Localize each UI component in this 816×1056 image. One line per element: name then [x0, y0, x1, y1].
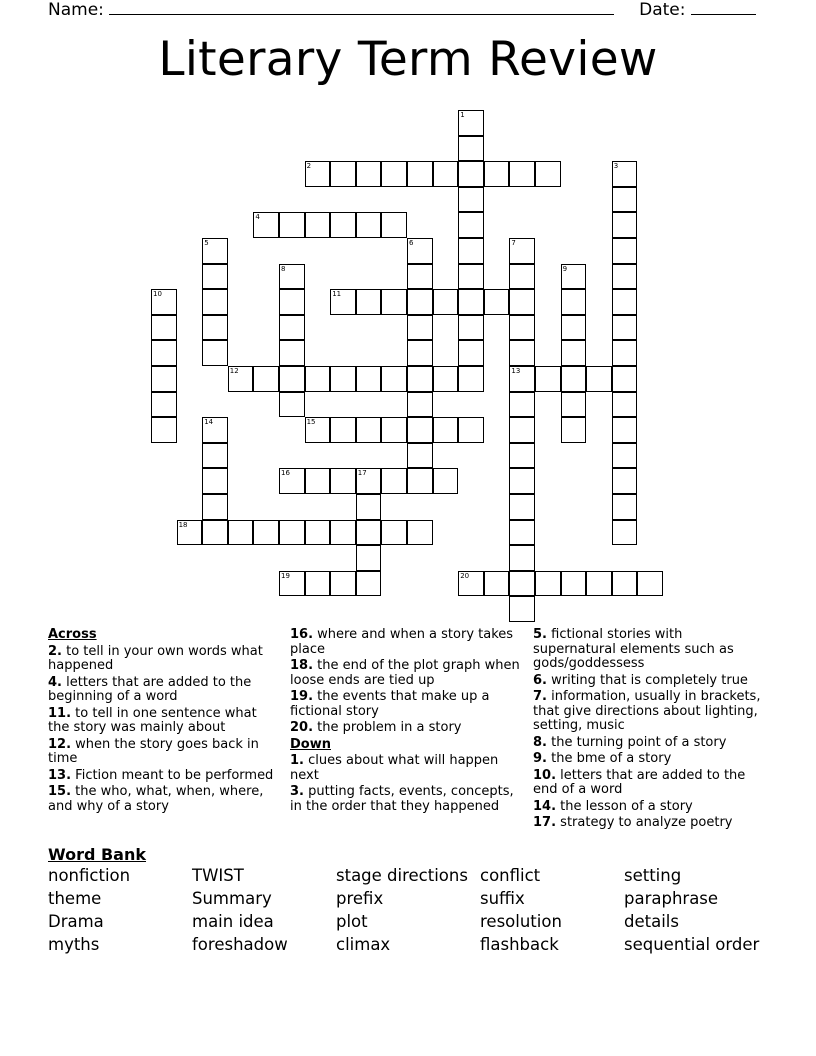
clue-number: 1 [460, 111, 465, 119]
grid-cell[interactable] [458, 212, 484, 238]
word-bank-item: main idea [192, 912, 274, 931]
word-bank-item: climax [336, 935, 391, 954]
page-title: Literary Term Review [158, 32, 658, 87]
grid-cell[interactable] [202, 520, 228, 546]
down-heading: Down [290, 736, 331, 752]
grid-cell[interactable] [305, 520, 331, 546]
clue-down-6: 6. writing that is completely true [533, 672, 748, 688]
grid-cell[interactable] [356, 289, 382, 315]
word-bank-item: setting [624, 866, 682, 885]
grid-cell[interactable] [279, 212, 305, 238]
grid-cell[interactable] [458, 238, 484, 264]
grid-cell[interactable] [151, 392, 177, 418]
grid-cell[interactable] [279, 520, 305, 546]
grid-cell[interactable] [458, 315, 484, 341]
clue-across-13: 13. Fiction meant to be performed [48, 767, 274, 783]
grid-cell[interactable] [561, 366, 587, 392]
grid-cell[interactable] [407, 366, 433, 392]
grid-cell[interactable] [509, 161, 535, 187]
across-heading: Across [48, 627, 97, 642]
grid-cell[interactable] [407, 443, 433, 469]
clue-across-20: 20. the problem in a story [290, 720, 462, 735]
grid-cell[interactable] [151, 289, 177, 315]
grid-cell[interactable] [381, 212, 407, 238]
grid-cell[interactable] [407, 417, 433, 443]
word-bank-item: paraphrase [624, 889, 719, 908]
clue-number: 18 [178, 520, 188, 529]
grid-cell[interactable] [330, 289, 356, 315]
grid-cell[interactable] [561, 289, 587, 315]
grid-cell[interactable] [253, 212, 279, 238]
grid-cell[interactable] [612, 571, 638, 597]
grid-cell[interactable] [253, 520, 279, 546]
grid-cell[interactable] [305, 571, 331, 597]
grid-cell[interactable] [305, 212, 331, 238]
clue-down-5: 5. fictional stories with supernatural elements such as gods/goddessess [533, 627, 734, 671]
clue-number: 4 [255, 213, 260, 222]
clue-number: 19 [281, 571, 290, 580]
grid-cell[interactable] [202, 340, 228, 366]
grid-cell[interactable] [509, 596, 535, 622]
clue-down-1: 1. clues about what will happen next [290, 753, 499, 783]
grid-cell[interactable] [433, 417, 459, 443]
grid-cell[interactable] [433, 289, 459, 315]
grid-cell[interactable] [202, 315, 228, 341]
grid-cell[interactable] [509, 340, 535, 366]
grid-cell[interactable] [561, 392, 587, 418]
clue-number: 20 [460, 571, 470, 580]
word-bank-item: details [624, 912, 679, 931]
clue-down-7: 7. information, usually in brackets, that give directions about lighting, setting, music [533, 689, 761, 733]
grid-cell[interactable] [356, 366, 382, 392]
grid-cell[interactable] [561, 315, 587, 341]
grid-cell[interactable] [433, 161, 459, 187]
clue-number: 10 [153, 290, 162, 299]
grid-cell[interactable] [305, 161, 331, 187]
clue-number: 11 [332, 290, 342, 299]
grid-cell[interactable] [612, 315, 638, 341]
word-bank-item: nonfiction [48, 866, 131, 885]
clue-across-19: 19. the events that make up a fictional story [290, 689, 490, 719]
grid-cell[interactable] [407, 392, 433, 418]
grid-cell[interactable] [177, 520, 203, 546]
grid-cell[interactable] [330, 520, 356, 546]
word-bank-item: resolution [480, 912, 562, 931]
grid-cell[interactable] [381, 289, 407, 315]
grid-cell[interactable] [356, 468, 382, 494]
grid-cell[interactable] [279, 264, 305, 290]
grid-cell[interactable] [561, 571, 587, 597]
grid-cell[interactable] [612, 392, 638, 418]
name-label: Name: [48, 0, 104, 20]
grid-cell[interactable] [407, 161, 433, 187]
grid-cell[interactable] [151, 366, 177, 392]
grid-cell[interactable] [509, 392, 535, 418]
grid-cell[interactable] [356, 520, 382, 546]
clue-across-2: 2. to tell in your own words what happened [48, 643, 263, 673]
clues-column-1 [48, 628, 276, 816]
date-label: Date: [639, 0, 686, 20]
clue-down-3: 3. putting facts, events, concepts, in the order that they happened [290, 784, 514, 814]
clue-across-11: 11. to tell in one sentence what the story was mainly about [48, 705, 257, 735]
grid-cell[interactable] [612, 468, 638, 494]
grid-cell[interactable] [330, 468, 356, 494]
grid-cell[interactable] [535, 161, 561, 187]
grid-cell[interactable] [381, 417, 407, 443]
grid-cell[interactable] [407, 468, 433, 494]
word-bank-item: TWIST [192, 866, 244, 885]
grid-cell[interactable] [458, 110, 484, 136]
grid-cell[interactable] [433, 366, 459, 392]
grid-cell[interactable] [330, 161, 356, 187]
grid-cell[interactable] [509, 417, 535, 443]
grid-cell[interactable] [612, 212, 638, 238]
clue-across-16: 16. where and when a story takes place [290, 627, 514, 657]
grid-cell[interactable] [586, 366, 612, 392]
grid-cell[interactable] [228, 366, 254, 392]
grid-cell[interactable] [151, 340, 177, 366]
word-bank-item: Summary [192, 889, 272, 908]
clue-down-10: 10. letters that are added to the end of a word [533, 767, 746, 797]
clue-number: 9 [562, 264, 568, 273]
grid-cell[interactable] [381, 468, 407, 494]
grid-cell[interactable] [279, 468, 305, 494]
grid-cell[interactable] [509, 520, 535, 546]
grid-cell[interactable] [509, 571, 535, 597]
grid-cell[interactable] [407, 315, 433, 341]
grid-cell[interactable] [279, 340, 305, 366]
clue-across-18: 18. the end of the plot graph when loose ends are tied up [290, 658, 520, 688]
grid-cell[interactable] [202, 289, 228, 315]
grid-cell[interactable] [535, 571, 561, 597]
clue-number: 16 [281, 469, 290, 478]
word-bank-item: flashback [480, 935, 559, 954]
clue-across-12: 12. when the story goes back in time [48, 736, 259, 766]
grid-cell[interactable] [433, 468, 459, 494]
word-bank-title: Word Bank [48, 845, 147, 864]
grid-cell[interactable] [356, 417, 382, 443]
grid-cell[interactable] [561, 417, 587, 443]
grid-cell[interactable] [330, 571, 356, 597]
grid-cell[interactable] [151, 417, 177, 443]
grid-cell[interactable] [586, 571, 612, 597]
grid-cell[interactable] [279, 289, 305, 315]
grid-cell[interactable] [458, 264, 484, 290]
grid-cell[interactable] [202, 494, 228, 520]
grid-cell[interactable] [612, 340, 638, 366]
clue-number: 8 [281, 264, 286, 273]
grid-cell[interactable] [612, 494, 638, 520]
clue-number: 17 [357, 469, 367, 478]
grid-cell[interactable] [279, 366, 305, 392]
grid-cell[interactable] [612, 238, 638, 264]
grid-cell[interactable] [509, 238, 535, 264]
grid-cell[interactable] [612, 520, 638, 546]
word-bank-item: sequential order [624, 935, 760, 954]
grid-cell[interactable] [509, 494, 535, 520]
grid-cell[interactable] [381, 161, 407, 187]
grid-cell[interactable] [253, 366, 279, 392]
clue-down-8: 8. the turning point of a story [533, 734, 727, 750]
word-bank-item: stage directions [336, 866, 468, 885]
grid-cell[interactable] [612, 417, 638, 443]
grid-cell[interactable] [356, 545, 382, 571]
grid-cell[interactable] [279, 571, 305, 597]
grid-cell[interactable] [202, 417, 228, 443]
grid-cell[interactable] [305, 366, 331, 392]
grid-cell[interactable] [330, 366, 356, 392]
grid-cell[interactable] [458, 136, 484, 162]
grid-cell[interactable] [407, 520, 433, 546]
grid-cell[interactable] [509, 545, 535, 571]
word-bank-item: foreshadow [192, 935, 288, 954]
clue-number: 14 [204, 418, 214, 427]
grid-cell[interactable] [407, 340, 433, 366]
clue-number: 7 [511, 239, 516, 247]
clue-across-4: 4. letters that are added to the beginning of a word [48, 674, 252, 704]
grid-cell[interactable] [228, 520, 254, 546]
grid-cell[interactable] [509, 264, 535, 290]
clue-number: 13 [511, 367, 521, 375]
grid-cell[interactable] [484, 289, 510, 315]
grid-cell[interactable] [509, 468, 535, 494]
grid-cell[interactable] [381, 520, 407, 546]
clue-across-15: 15. the who, what, when, where, and why of a story [48, 784, 264, 814]
word-bank-item: prefix [336, 889, 384, 908]
word-bank-item: theme [48, 889, 102, 908]
grid-cell[interactable] [561, 264, 587, 290]
grid-cell[interactable] [509, 289, 535, 315]
word-bank-item: suffix [480, 889, 525, 908]
grid-cell[interactable] [330, 212, 356, 238]
grid-cell[interactable] [458, 289, 484, 315]
grid-cell[interactable] [561, 340, 587, 366]
grid-cell[interactable] [279, 392, 305, 418]
grid-cell[interactable] [458, 417, 484, 443]
grid-cell[interactable] [305, 417, 331, 443]
grid-cell[interactable] [202, 468, 228, 494]
grid-cell[interactable] [202, 238, 228, 264]
clue-number: 5 [204, 239, 209, 247]
word-bank-item: Drama [48, 912, 104, 931]
grid-cell[interactable] [484, 161, 510, 187]
grid-cell[interactable] [458, 571, 484, 597]
grid-cell[interactable] [356, 212, 382, 238]
grid-cell[interactable] [509, 443, 535, 469]
grid-cell[interactable] [458, 161, 484, 187]
clues-column-2 [290, 628, 522, 816]
clue-down-14: 14. the lesson of a story [533, 798, 693, 814]
grid-cell[interactable] [612, 443, 638, 469]
grid-cell[interactable] [484, 571, 510, 597]
grid-cell[interactable] [458, 340, 484, 366]
grid-cell[interactable] [612, 366, 638, 392]
grid-cell[interactable] [279, 315, 305, 341]
grid-cell[interactable] [356, 571, 382, 597]
grid-cell[interactable] [305, 468, 331, 494]
grid-cell[interactable] [202, 264, 228, 290]
clue-number: 6 [409, 239, 414, 247]
grid-cell[interactable] [458, 366, 484, 392]
grid-cell[interactable] [381, 366, 407, 392]
grid-cell[interactable] [637, 571, 663, 597]
clue-down-9: 9. the bme of a story [533, 751, 672, 766]
grid-cell[interactable] [612, 289, 638, 315]
word-bank-item: plot [336, 912, 368, 931]
grid-cell[interactable] [330, 417, 356, 443]
grid-cell[interactable] [151, 315, 177, 341]
clues-column-3 [533, 628, 769, 833]
grid-cell[interactable] [612, 187, 638, 213]
grid-cell[interactable] [535, 366, 561, 392]
clue-number: 15 [306, 418, 316, 427]
grid-cell[interactable] [612, 264, 638, 290]
grid-cell[interactable] [407, 264, 433, 290]
grid-cell[interactable] [407, 289, 433, 315]
clue-number: 12 [229, 367, 239, 375]
clue-number: 3 [613, 162, 619, 171]
word-bank-item: myths [48, 935, 100, 954]
grid-cell[interactable] [612, 161, 638, 187]
clue-number: 2 [306, 162, 312, 171]
grid-cell[interactable] [356, 494, 382, 520]
grid-cell[interactable] [356, 161, 382, 187]
clue-down-17: 17. strategy to analyze poetry [533, 815, 733, 830]
grid-cell[interactable] [202, 443, 228, 469]
word-bank-item: conflict [480, 866, 541, 885]
grid-cell[interactable] [407, 238, 433, 264]
grid-cell[interactable] [509, 315, 535, 341]
grid-cell[interactable] [509, 366, 535, 392]
grid-cell[interactable] [458, 187, 484, 213]
